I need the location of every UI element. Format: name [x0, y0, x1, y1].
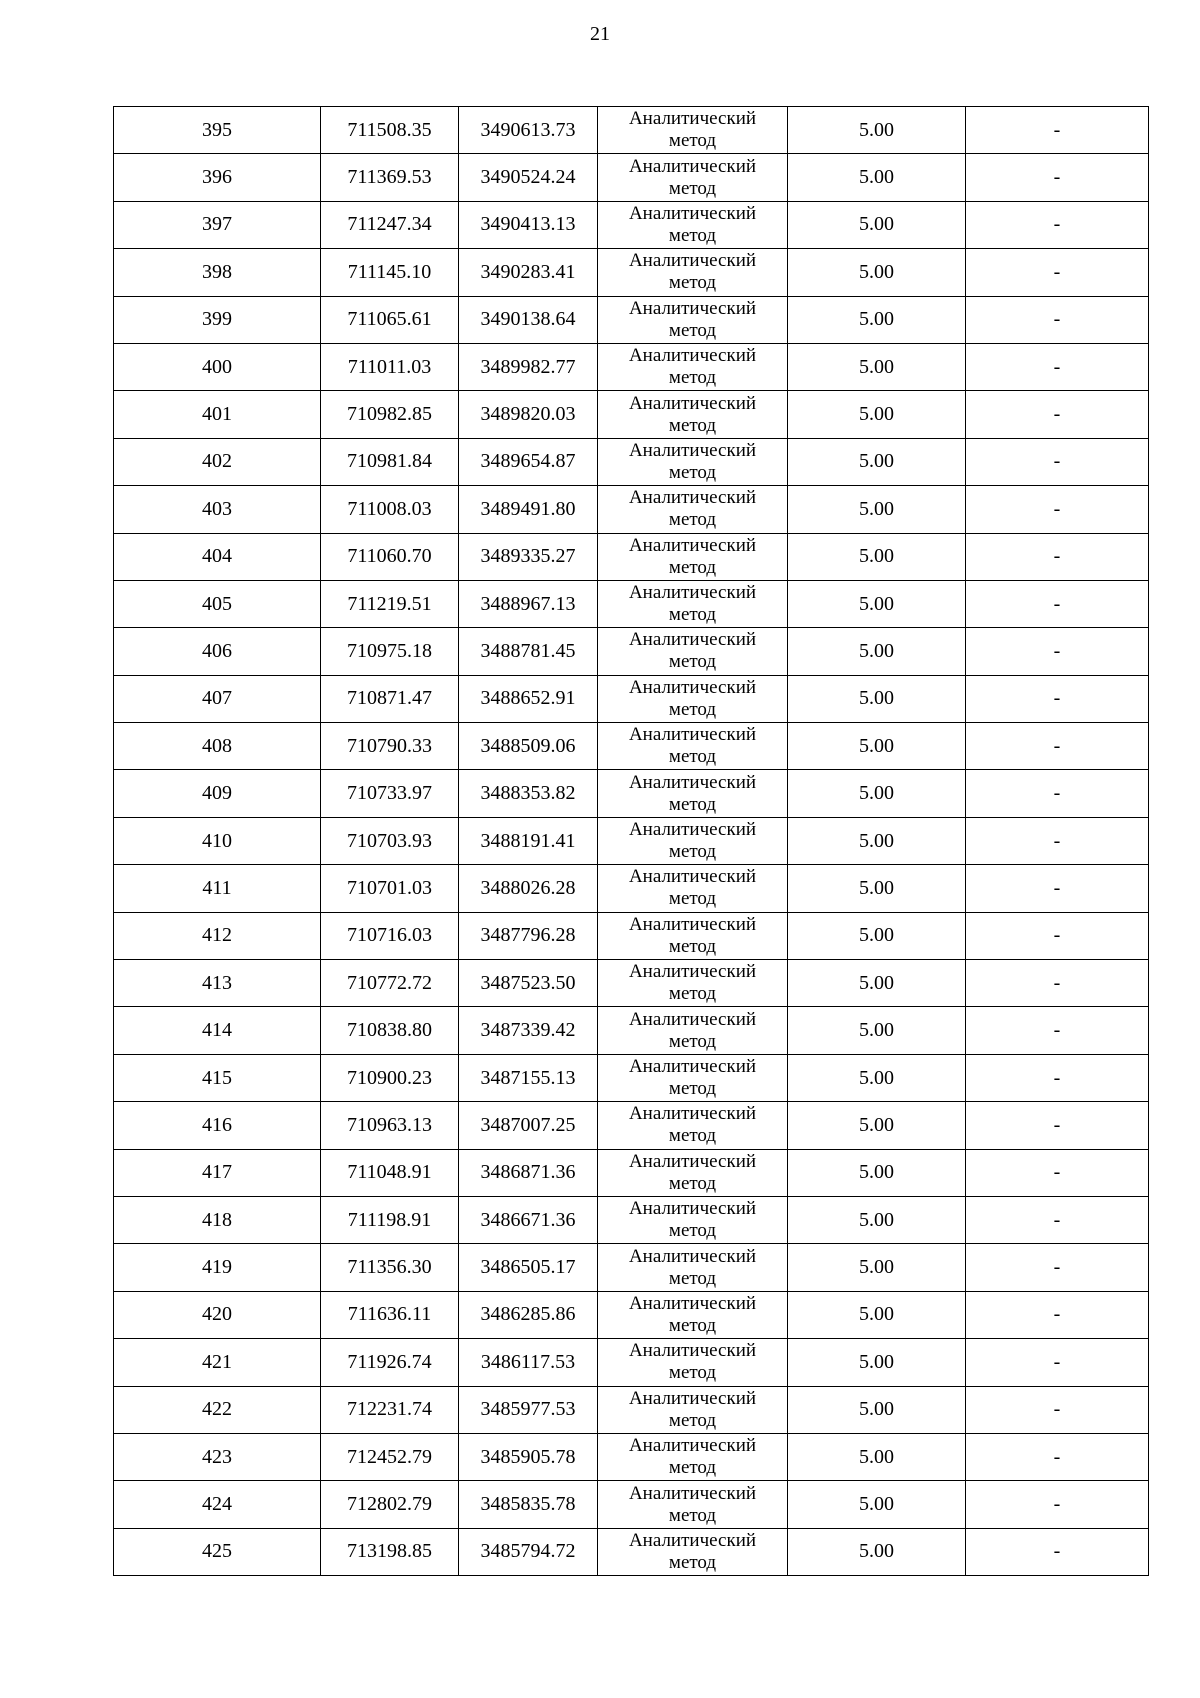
method-line-2: метод — [668, 224, 717, 246]
y-coordinate-cell: 3489820.03 — [459, 391, 598, 438]
note-cell: - — [966, 1054, 1149, 1101]
accuracy-cell: 5.00 — [788, 960, 966, 1007]
method-line-1: Аналитический — [628, 108, 757, 130]
point-number-cell: 417 — [114, 1149, 321, 1196]
note-cell: - — [966, 1149, 1149, 1196]
table-row — [114, 675, 1149, 722]
method-cell — [598, 391, 788, 438]
point-number-cell: 414 — [114, 1007, 321, 1054]
note-cell: - — [966, 817, 1149, 864]
method-line-1: Аналитический — [628, 1008, 757, 1030]
x-coordinate-cell: 710982.85 — [321, 391, 459, 438]
x-coordinate-cell: 710716.03 — [321, 912, 459, 959]
point-number-cell: 396 — [114, 154, 321, 201]
method-cell — [598, 1054, 788, 1101]
y-coordinate-cell: 3490524.24 — [459, 154, 598, 201]
table-row — [114, 1007, 1149, 1054]
note-cell: - — [966, 343, 1149, 390]
x-coordinate-cell: 710772.72 — [321, 960, 459, 1007]
method-line-1: Аналитический — [628, 1198, 757, 1220]
table-row — [114, 912, 1149, 959]
method-cell — [598, 1291, 788, 1338]
x-coordinate-cell: 711247.34 — [321, 201, 459, 248]
accuracy-cell: 5.00 — [788, 391, 966, 438]
point-number-cell: 398 — [114, 249, 321, 296]
note-cell: - — [966, 1007, 1149, 1054]
method-cell — [598, 960, 788, 1007]
y-coordinate-cell: 3487155.13 — [459, 1054, 598, 1101]
method-line-2: метод — [668, 1172, 717, 1194]
accuracy-cell: 5.00 — [788, 1149, 966, 1196]
note-cell: - — [966, 1433, 1149, 1480]
method-line-2: метод — [668, 1267, 717, 1289]
note-cell: - — [966, 912, 1149, 959]
x-coordinate-cell: 712802.79 — [321, 1481, 459, 1528]
table-row — [114, 865, 1149, 912]
method-line-2: метод — [668, 651, 717, 673]
method-cell — [598, 154, 788, 201]
table-row — [114, 770, 1149, 817]
table-row — [114, 1433, 1149, 1480]
table-row — [114, 343, 1149, 390]
method-line-1: Аналитический — [628, 724, 757, 746]
point-number-cell: 423 — [114, 1433, 321, 1480]
method-line-2: метод — [668, 414, 717, 436]
accuracy-cell: 5.00 — [788, 912, 966, 959]
x-coordinate-cell: 713198.85 — [321, 1528, 459, 1575]
accuracy-cell: 5.00 — [788, 1196, 966, 1243]
method-cell — [598, 723, 788, 770]
method-line-1: Аналитический — [628, 202, 757, 224]
method-cell — [598, 912, 788, 959]
method-line-2: метод — [668, 1220, 717, 1242]
table-row — [114, 391, 1149, 438]
accuracy-cell: 5.00 — [788, 296, 966, 343]
note-cell: - — [966, 675, 1149, 722]
method-line-1: Аналитический — [628, 439, 757, 461]
y-coordinate-cell: 3490138.64 — [459, 296, 598, 343]
method-line-1: Аналитический — [628, 629, 757, 651]
method-line-2: метод — [668, 793, 717, 815]
method-line-1: Аналитический — [628, 155, 757, 177]
accuracy-cell: 5.00 — [788, 533, 966, 580]
table-row — [114, 154, 1149, 201]
table-row — [114, 1149, 1149, 1196]
table-row — [114, 580, 1149, 627]
y-coordinate-cell: 3487523.50 — [459, 960, 598, 1007]
point-number-cell: 412 — [114, 912, 321, 959]
method-line-2: метод — [668, 556, 717, 578]
method-line-1: Аналитический — [628, 1529, 757, 1551]
method-cell — [598, 1433, 788, 1480]
coordinates-table-body — [114, 107, 1149, 1576]
x-coordinate-cell: 710701.03 — [321, 865, 459, 912]
table-row — [114, 1291, 1149, 1338]
method-line-1: Аналитический — [628, 487, 757, 509]
method-line-2: метод — [668, 509, 717, 531]
method-cell — [598, 1244, 788, 1291]
method-line-2: метод — [668, 367, 717, 389]
y-coordinate-cell: 3490283.41 — [459, 249, 598, 296]
method-line-2: метод — [668, 841, 717, 863]
x-coordinate-cell: 711508.35 — [321, 107, 459, 154]
method-line-2: метод — [668, 1078, 717, 1099]
x-coordinate-cell: 711011.03 — [321, 343, 459, 390]
x-coordinate-cell: 710790.33 — [321, 723, 459, 770]
note-cell: - — [966, 249, 1149, 296]
method-line-1: Аналитический — [628, 866, 757, 888]
y-coordinate-cell: 3486671.36 — [459, 1196, 598, 1243]
point-number-cell: 419 — [114, 1244, 321, 1291]
method-line-1: Аналитический — [628, 1435, 757, 1457]
accuracy-cell: 5.00 — [788, 1528, 966, 1575]
table-row — [114, 1339, 1149, 1386]
y-coordinate-cell: 3490413.13 — [459, 201, 598, 248]
accuracy-cell: 5.00 — [788, 1291, 966, 1338]
x-coordinate-cell: 710838.80 — [321, 1007, 459, 1054]
y-coordinate-cell: 3488509.06 — [459, 723, 598, 770]
method-cell — [598, 1007, 788, 1054]
method-line-2: метод — [668, 698, 717, 720]
table-row — [114, 1054, 1149, 1101]
accuracy-cell: 5.00 — [788, 1054, 966, 1101]
accuracy-cell: 5.00 — [788, 201, 966, 248]
point-number-cell: 413 — [114, 960, 321, 1007]
method-line-2: метод — [668, 983, 717, 1005]
accuracy-cell: 5.00 — [788, 723, 966, 770]
note-cell: - — [966, 296, 1149, 343]
y-coordinate-cell: 3488353.82 — [459, 770, 598, 817]
method-line-2: метод — [668, 888, 717, 910]
y-coordinate-cell: 3486505.17 — [459, 1244, 598, 1291]
method-cell — [598, 770, 788, 817]
y-coordinate-cell: 3485794.72 — [459, 1528, 598, 1575]
note-cell: - — [966, 1291, 1149, 1338]
x-coordinate-cell: 710900.23 — [321, 1054, 459, 1101]
table-row — [114, 296, 1149, 343]
x-coordinate-cell: 710703.93 — [321, 817, 459, 864]
method-line-1: Аналитический — [628, 250, 757, 272]
x-coordinate-cell: 711926.74 — [321, 1339, 459, 1386]
note-cell: - — [966, 1244, 1149, 1291]
point-number-cell: 403 — [114, 486, 321, 533]
y-coordinate-cell: 3486285.86 — [459, 1291, 598, 1338]
method-cell — [598, 1149, 788, 1196]
point-number-cell: 405 — [114, 580, 321, 627]
method-line-2: метод — [668, 461, 717, 483]
accuracy-cell: 5.00 — [788, 1007, 966, 1054]
method-cell — [598, 486, 788, 533]
y-coordinate-cell: 3489654.87 — [459, 438, 598, 485]
note-cell: - — [966, 438, 1149, 485]
note-cell: - — [966, 723, 1149, 770]
method-line-1: Аналитический — [628, 392, 757, 414]
method-line-2: метод — [668, 1125, 717, 1147]
method-line-1: Аналитический — [628, 1103, 757, 1125]
method-line-1: Аналитический — [628, 1150, 757, 1172]
note-cell: - — [966, 865, 1149, 912]
y-coordinate-cell: 3488967.13 — [459, 580, 598, 627]
method-line-2: метод — [668, 1457, 717, 1479]
x-coordinate-cell: 711356.30 — [321, 1244, 459, 1291]
x-coordinate-cell: 711198.91 — [321, 1196, 459, 1243]
coordinates-table — [113, 106, 1149, 1576]
y-coordinate-cell: 3488781.45 — [459, 628, 598, 675]
table-row — [114, 960, 1149, 1007]
method-line-1: Аналитический — [628, 1245, 757, 1267]
method-cell — [598, 865, 788, 912]
point-number-cell: 415 — [114, 1054, 321, 1101]
table-row — [114, 1528, 1149, 1575]
y-coordinate-cell: 3488026.28 — [459, 865, 598, 912]
table-row — [114, 249, 1149, 296]
method-cell — [598, 580, 788, 627]
method-line-1: Аналитический — [628, 961, 757, 983]
note-cell: - — [966, 1102, 1149, 1149]
method-cell — [598, 1528, 788, 1575]
y-coordinate-cell: 3485835.78 — [459, 1481, 598, 1528]
note-cell: - — [966, 201, 1149, 248]
point-number-cell: 409 — [114, 770, 321, 817]
accuracy-cell: 5.00 — [788, 1339, 966, 1386]
note-cell: - — [966, 486, 1149, 533]
method-line-1: Аналитический — [628, 1482, 757, 1504]
table-row — [114, 107, 1149, 154]
method-cell — [598, 438, 788, 485]
x-coordinate-cell: 712452.79 — [321, 1433, 459, 1480]
accuracy-cell: 5.00 — [788, 1481, 966, 1528]
y-coordinate-cell: 3489982.77 — [459, 343, 598, 390]
table-row — [114, 201, 1149, 248]
x-coordinate-cell: 710733.97 — [321, 770, 459, 817]
x-coordinate-cell: 712231.74 — [321, 1386, 459, 1433]
x-coordinate-cell: 710981.84 — [321, 438, 459, 485]
y-coordinate-cell: 3489335.27 — [459, 533, 598, 580]
note-cell: - — [966, 1196, 1149, 1243]
point-number-cell: 401 — [114, 391, 321, 438]
accuracy-cell: 5.00 — [788, 675, 966, 722]
point-number-cell: 424 — [114, 1481, 321, 1528]
accuracy-cell: 5.00 — [788, 486, 966, 533]
method-line-1: Аналитический — [628, 771, 757, 793]
point-number-cell: 402 — [114, 438, 321, 485]
accuracy-cell: 5.00 — [788, 628, 966, 675]
y-coordinate-cell: 3485977.53 — [459, 1386, 598, 1433]
table-row — [114, 1196, 1149, 1243]
x-coordinate-cell: 710963.13 — [321, 1102, 459, 1149]
method-line-2: метод — [668, 319, 717, 341]
point-number-cell: 407 — [114, 675, 321, 722]
point-number-cell: 410 — [114, 817, 321, 864]
point-number-cell: 399 — [114, 296, 321, 343]
point-number-cell: 397 — [114, 201, 321, 248]
method-line-1: Аналитический — [628, 913, 757, 935]
method-cell — [598, 107, 788, 154]
table-row — [114, 438, 1149, 485]
method-cell — [598, 628, 788, 675]
method-cell — [598, 249, 788, 296]
point-number-cell: 395 — [114, 107, 321, 154]
page-number: 21 — [590, 23, 610, 45]
x-coordinate-cell: 711060.70 — [321, 533, 459, 580]
method-line-1: Аналитический — [628, 345, 757, 367]
accuracy-cell: 5.00 — [788, 438, 966, 485]
method-line-2: метод — [668, 1551, 717, 1573]
x-coordinate-cell: 711008.03 — [321, 486, 459, 533]
method-cell — [598, 533, 788, 580]
method-line-1: Аналитический — [628, 1387, 757, 1409]
note-cell: - — [966, 107, 1149, 154]
y-coordinate-cell: 3489491.80 — [459, 486, 598, 533]
method-line-2: метод — [668, 1362, 717, 1384]
point-number-cell: 404 — [114, 533, 321, 580]
method-line-1: Аналитический — [628, 1056, 757, 1077]
method-line-1: Аналитический — [628, 297, 757, 319]
method-cell — [598, 1481, 788, 1528]
accuracy-cell: 5.00 — [788, 107, 966, 154]
note-cell: - — [966, 628, 1149, 675]
accuracy-cell: 5.00 — [788, 1102, 966, 1149]
x-coordinate-cell: 710871.47 — [321, 675, 459, 722]
note-cell: - — [966, 960, 1149, 1007]
method-line-2: метод — [668, 1409, 717, 1431]
method-line-2: метод — [668, 130, 717, 152]
method-cell — [598, 675, 788, 722]
table-row — [114, 1102, 1149, 1149]
point-number-cell: 420 — [114, 1291, 321, 1338]
y-coordinate-cell: 3486117.53 — [459, 1339, 598, 1386]
x-coordinate-cell: 711065.61 — [321, 296, 459, 343]
y-coordinate-cell: 3487007.25 — [459, 1102, 598, 1149]
x-coordinate-cell: 711048.91 — [321, 1149, 459, 1196]
method-line-2: метод — [668, 177, 717, 199]
method-line-2: метод — [668, 1314, 717, 1336]
accuracy-cell: 5.00 — [788, 343, 966, 390]
y-coordinate-cell: 3487796.28 — [459, 912, 598, 959]
method-cell — [598, 1102, 788, 1149]
x-coordinate-cell: 710975.18 — [321, 628, 459, 675]
method-line-1: Аналитический — [628, 676, 757, 698]
note-cell: - — [966, 1386, 1149, 1433]
point-number-cell: 418 — [114, 1196, 321, 1243]
method-line-2: метод — [668, 272, 717, 294]
method-line-2: метод — [668, 604, 717, 626]
y-coordinate-cell: 3488652.91 — [459, 675, 598, 722]
point-number-cell: 406 — [114, 628, 321, 675]
note-cell: - — [966, 533, 1149, 580]
method-cell — [598, 201, 788, 248]
table-row — [114, 817, 1149, 864]
method-line-2: метод — [668, 1030, 717, 1052]
table-row — [114, 628, 1149, 675]
point-number-cell: 411 — [114, 865, 321, 912]
point-number-cell: 400 — [114, 343, 321, 390]
x-coordinate-cell: 711219.51 — [321, 580, 459, 627]
method-line-1: Аналитический — [628, 534, 757, 556]
method-line-1: Аналитический — [628, 819, 757, 841]
point-number-cell: 425 — [114, 1528, 321, 1575]
accuracy-cell: 5.00 — [788, 1244, 966, 1291]
x-coordinate-cell: 711636.11 — [321, 1291, 459, 1338]
method-cell — [598, 1339, 788, 1386]
accuracy-cell: 5.00 — [788, 580, 966, 627]
method-cell — [598, 296, 788, 343]
note-cell: - — [966, 1481, 1149, 1528]
accuracy-cell: 5.00 — [788, 817, 966, 864]
method-cell — [598, 343, 788, 390]
method-line-1: Аналитический — [628, 1340, 757, 1362]
y-coordinate-cell: 3490613.73 — [459, 107, 598, 154]
table-row — [114, 1481, 1149, 1528]
method-cell — [598, 817, 788, 864]
point-number-cell: 421 — [114, 1339, 321, 1386]
table-row — [114, 1244, 1149, 1291]
method-line-2: метод — [668, 746, 717, 768]
method-line-1: Аналитический — [628, 582, 757, 604]
note-cell: - — [966, 1339, 1149, 1386]
accuracy-cell: 5.00 — [788, 154, 966, 201]
note-cell: - — [966, 154, 1149, 201]
point-number-cell: 408 — [114, 723, 321, 770]
method-cell — [598, 1386, 788, 1433]
accuracy-cell: 5.00 — [788, 249, 966, 296]
y-coordinate-cell: 3485905.78 — [459, 1433, 598, 1480]
table-row — [114, 1386, 1149, 1433]
point-number-cell: 416 — [114, 1102, 321, 1149]
accuracy-cell: 5.00 — [788, 865, 966, 912]
method-line-2: метод — [668, 935, 717, 957]
method-line-2: метод — [668, 1504, 717, 1526]
note-cell: - — [966, 580, 1149, 627]
accuracy-cell: 5.00 — [788, 1386, 966, 1433]
accuracy-cell: 5.00 — [788, 770, 966, 817]
method-line-1: Аналитический — [628, 1292, 757, 1314]
note-cell: - — [966, 1528, 1149, 1575]
accuracy-cell: 5.00 — [788, 1433, 966, 1480]
x-coordinate-cell: 711145.10 — [321, 249, 459, 296]
table-row — [114, 486, 1149, 533]
method-cell — [598, 1196, 788, 1243]
y-coordinate-cell: 3488191.41 — [459, 817, 598, 864]
x-coordinate-cell: 711369.53 — [321, 154, 459, 201]
y-coordinate-cell: 3486871.36 — [459, 1149, 598, 1196]
note-cell: - — [966, 391, 1149, 438]
y-coordinate-cell: 3487339.42 — [459, 1007, 598, 1054]
table-row — [114, 723, 1149, 770]
table-row — [114, 533, 1149, 580]
note-cell: - — [966, 770, 1149, 817]
point-number-cell: 422 — [114, 1386, 321, 1433]
